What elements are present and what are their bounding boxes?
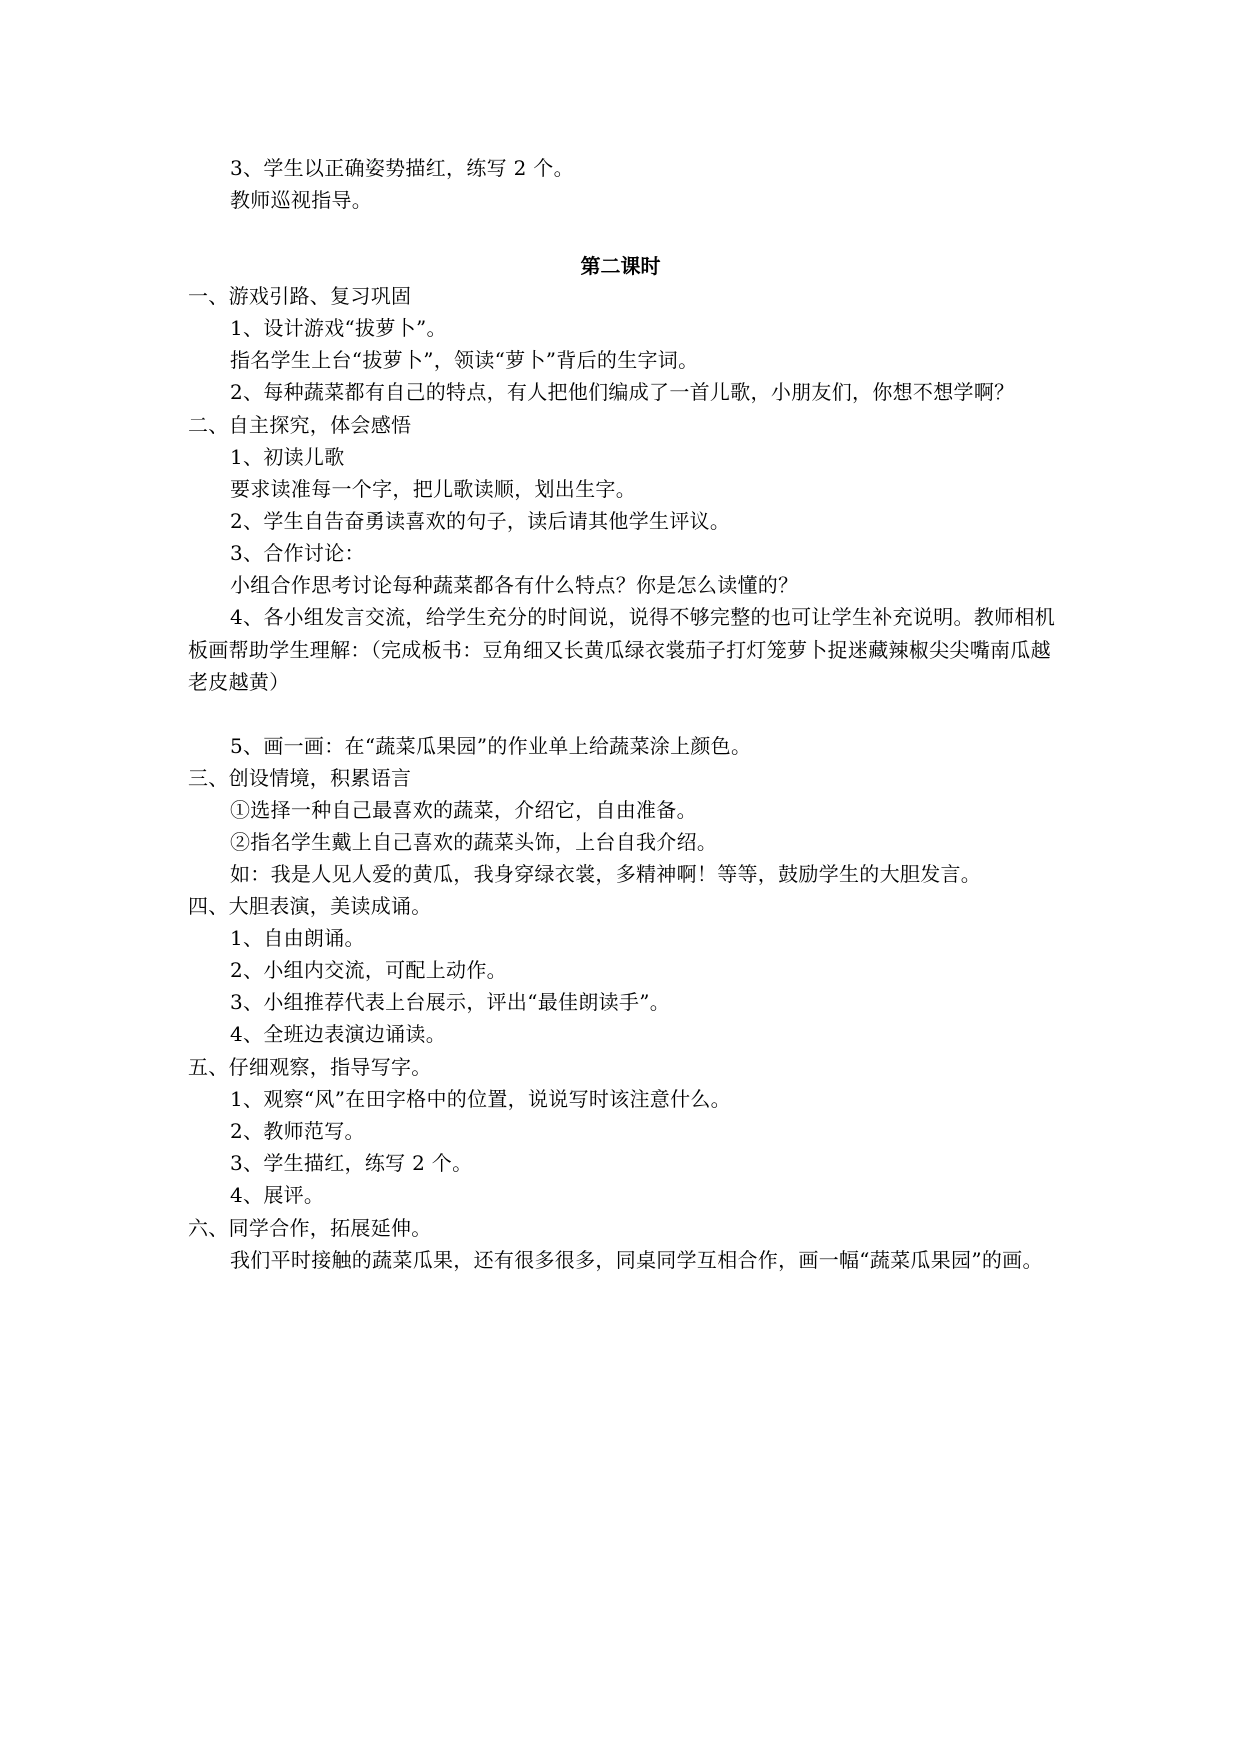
paragraph: 我们平时接触的蔬菜瓜果，还有很多很多，同桌同学互相合作，画一幅“蔬菜瓜果园”的画。 — [230, 1248, 1043, 1272]
text-line: 要求读准每一个字，把儿歌读顺，划出生字。 — [230, 477, 636, 501]
section-heading: 一、游戏引路、复习巩固 — [188, 284, 412, 308]
text-line: 4、展评。 — [230, 1183, 325, 1207]
text-line: 指名学生上台“拔萝卜”，领读“萝卜”背后的生字词。 — [230, 348, 699, 372]
text-line: 1、设计游戏“拔萝卜”。 — [230, 316, 447, 340]
text-line: 2、小组内交流，可配上动作。 — [230, 958, 507, 982]
paragraph: 4、各小组发言交流，给学生充分的时间说，说得不够完整的也可让学生补充说明。教师相机板画帮助学生理解：（完成板书：豆角细又长黄瓜绿衣裳茄子打灯笼萝卜捉迷藏辣椒尖尖嘴南瓜越老皮越黄） — [188, 605, 1056, 694]
section-heading: 三、创设情境，积累语言 — [188, 766, 412, 790]
text-line: 1、自由朗诵。 — [230, 926, 365, 950]
text-line: 3、小组推荐代表上台展示，评出“最佳朗读手”。 — [230, 990, 671, 1014]
text-line: ①选择一种自己最喜欢的蔬菜，介绍它，自由准备。 — [230, 798, 697, 822]
text-line: 3、合作讨论： — [230, 541, 365, 565]
text-line: 5、画一画：在“蔬菜瓜果园”的作业单上给蔬菜涂上颜色。 — [230, 734, 752, 758]
section-heading: 四、大胆表演，美读成诵。 — [188, 894, 432, 918]
text-line: 教师巡视指导。 — [230, 188, 373, 212]
section-heading: 二、自主探究，体会感悟 — [188, 413, 412, 437]
section-heading: 六、同学合作，拓展延伸。 — [188, 1216, 432, 1240]
text-line: 2、学生自告奋勇读喜欢的句子，读后请其他学生评议。 — [230, 509, 731, 533]
section-title: 第二课时 — [580, 254, 661, 278]
text-line: 2、每种蔬菜都有自己的特点，有人把他们编成了一首儿歌，小朋友们，你想不想学啊？ — [230, 380, 1015, 404]
text-line: 3、学生描红，练写 2 个。 — [230, 1151, 473, 1175]
text-line: ②指名学生戴上自己喜欢的蔬菜头饰，上台自我介绍。 — [230, 830, 718, 854]
text-line: 小组合作思考讨论每种蔬菜都各有什么特点？你是怎么读懂的？ — [230, 573, 799, 597]
text-line: 2、教师范写。 — [230, 1119, 365, 1143]
text-line: 1、观察“风”在田字格中的位置，说说写时该注意什么。 — [230, 1087, 731, 1111]
text-line: 3、学生以正确姿势描红，练写 2 个。 — [230, 156, 574, 180]
text-line: 1、初读儿歌 — [230, 445, 345, 469]
section-heading: 五、仔细观察，指导写字。 — [188, 1055, 432, 1079]
text-line: 如：我是人见人爱的黄瓜，我身穿绿衣裳，多精神啊！等等，鼓励学生的大胆发言。 — [230, 862, 982, 886]
text-line: 4、全班边表演边诵读。 — [230, 1022, 447, 1046]
